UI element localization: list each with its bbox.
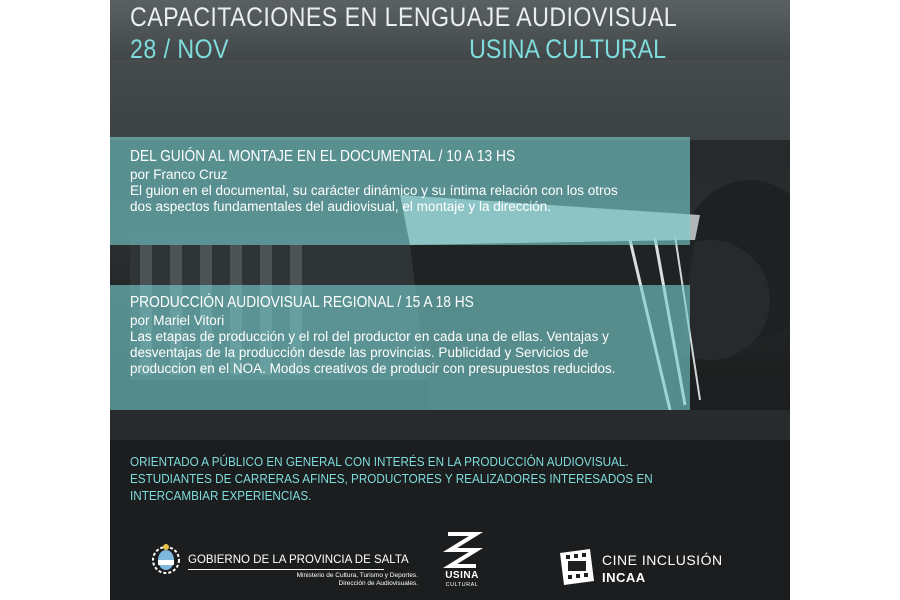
workshop-description: El guion en el documental, su carácter dinámico y su íntima relación con los otros dos aspectos fundamentales del audiovisual, el montaje y la dirección. xyxy=(130,183,618,214)
divider xyxy=(188,569,384,570)
government-logo xyxy=(150,540,418,590)
workshop-instructor: por Franco Cruz xyxy=(130,167,228,182)
workshop-instructor: por Mariel Vitori xyxy=(130,313,225,328)
workshop-heading xyxy=(130,294,474,312)
workshop-panel-1 xyxy=(110,137,690,245)
workshop-heading xyxy=(130,148,515,166)
workshop-title: DEL GUIÓN AL MONTAJE EN EL DOCUMENTAL xyxy=(130,148,435,165)
event-date: 28 / NOV xyxy=(130,34,229,64)
workshop-time: / 15 A 18 HS xyxy=(393,294,474,311)
usina-logo-icon xyxy=(440,528,484,570)
cine-line1: CINE INCLUSIÓN xyxy=(602,552,723,568)
department-text: Dirección de Audiovisuales. xyxy=(338,580,418,587)
ministry-text: Ministerio de Cultura, Turismo y Deportes. xyxy=(296,572,418,579)
government-name: GOBIERNO DE LA PROVINCIA DE SALTA xyxy=(188,554,409,566)
workshop-title: PRODUCCIÓN AUDIOVISUAL REGIONAL xyxy=(130,294,394,311)
film-strip-icon xyxy=(556,545,598,587)
event-poster xyxy=(110,0,790,600)
government-emblem-icon xyxy=(150,542,182,580)
workshop-time: / 10 A 13 HS xyxy=(434,148,516,165)
audience-note: ORIENTADO A PÚBLICO EN GENERAL CON INTERÉS EN LA PRODUCCIÓN AUDIOVISUAL. ESTUDIANTES DE CARRERAS AFINES, PRODUCTORES Y REALIZADORES INTERESADOS EN INTERCAMBIAR EXPERIENCIAS. xyxy=(130,454,653,503)
cine-line2: INCAA xyxy=(602,570,646,585)
workshop-description: Las etapas de producción y el rol del productor en cada una de ellas. Ventajas y desventajas de la producción desde las provincias. Publicidad y Servicios de produccion en el NOA. Modos creativos de producir con presupuestos reducidos. xyxy=(130,329,616,376)
usina-name: USINA xyxy=(445,570,479,581)
poster-title: CAPACITACIONES EN LENGUAJE AUDIOVISUAL xyxy=(130,2,678,32)
event-venue: USINA CULTURAL xyxy=(469,34,666,64)
workshop-panel-2 xyxy=(110,285,690,410)
cine-inclusion-logo xyxy=(556,545,776,590)
usina-logo xyxy=(440,528,490,594)
government-subtitle xyxy=(268,572,418,588)
usina-tagline: CULTURAL xyxy=(445,582,479,588)
